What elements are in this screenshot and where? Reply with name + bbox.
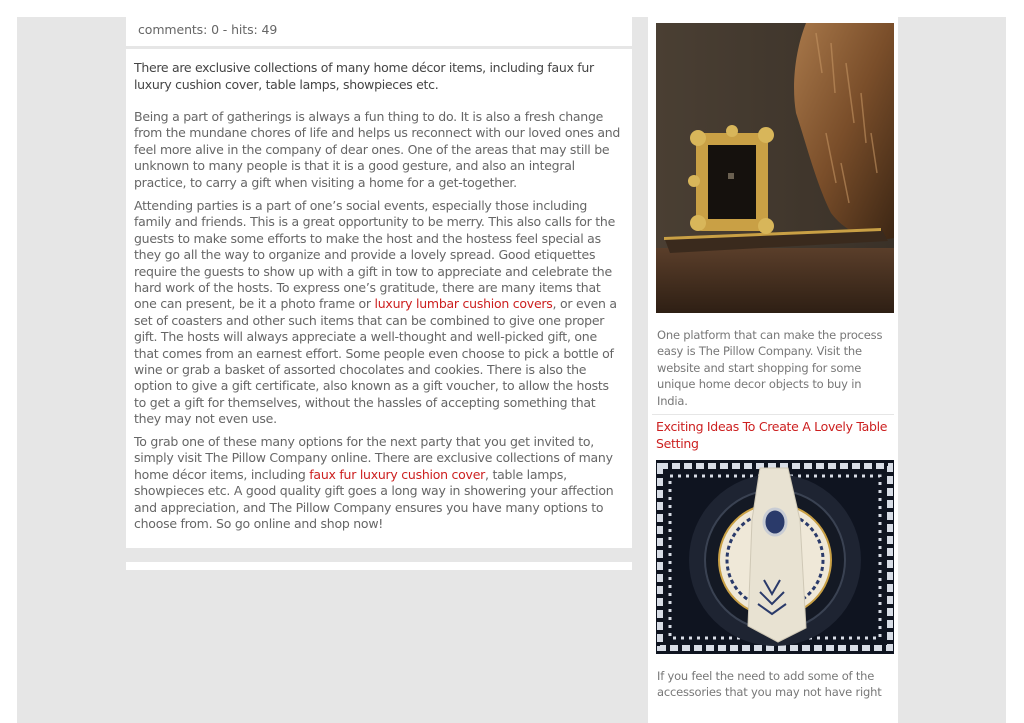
post-meta: comments: 0 - hits: 49 (138, 22, 278, 37)
paragraph-text: , or even a set of coasters and other such items that can be combined to give one proper gift. The hosts will always appreciate a well-thought and well-picked gift, one that comes from an earnest effort. Some people even choose to pick a bottle of wine or grab a basket of assorted chocolates and cookies. There is also the option to give a gift certificate, also known as a gift voucher, to allow the hosts to get a gift for themselves, without the hassles of accepting something that they may not even use. (134, 296, 617, 427)
next-post-card (126, 562, 632, 570)
sidebar-caption-1: One platform that can make the process easy is The Pillow Company. Visit the website and start shopping for some unique home decor objects to buy in India. (657, 328, 883, 408)
table-setting-article-link[interactable]: Exciting Ideas To Create A Lovely Table Setting (656, 419, 888, 451)
article-summary: There are exclusive collections of many home décor items, including faux fur luxury cushion cover, table lamps, showpieces etc. (134, 60, 594, 92)
faux-fur-cushion-cover-link[interactable]: faux fur luxury cushion cover (309, 466, 486, 482)
article-paragraph-1: Being a part of gatherings is always a fun thing to do. It is also a fresh change from the mundane chores of life and helps us reconnect with our loved ones and feel more alive in the company of dear ones. One of the areas that may still be unknown to many people is that it is a good gesture, and also an integral practice, to carry a gift when visiting a home for a get-together. (134, 109, 621, 190)
paragraph-text: , table lamps, showpieces etc. A good quality gift goes a long way in showering your affection and appreciation, and The Pillow Company ensures you have many options to choose from. So go online and shop now! (134, 466, 614, 532)
paragraph-text: To grab one of these many options for the next party that you get invited to, simply visit The Pillow Company online. There are exclusive collections of many home décor items, including (134, 434, 613, 482)
article-paragraph-3 (134, 434, 624, 532)
sidebar-divider (652, 414, 894, 415)
photo-frame-fur-image[interactable] (656, 23, 894, 313)
sidebar-caption-2: If you feel the need to add some of the accessories that you may not have right (657, 669, 882, 700)
luxury-lumbar-cushion-covers-link[interactable]: luxury lumbar cushion covers (374, 296, 553, 312)
article-paragraph-2 (134, 198, 624, 428)
paragraph-text: Attending parties is a part of one’s social events, especially those including family and friends. This is a great opportunity to be merry. This also calls for the guests to make some efforts to make the host and the hostess feel special as they go all the way to organize and provide a lovely spread. Good etiquettes require the guests to show up with a gift in tow to appreciate and celebrate the hard work of the hosts. To express one’s gratitude, there are many items that one can present, be it a photo frame or (134, 198, 616, 312)
table-setting-image[interactable] (656, 460, 894, 654)
